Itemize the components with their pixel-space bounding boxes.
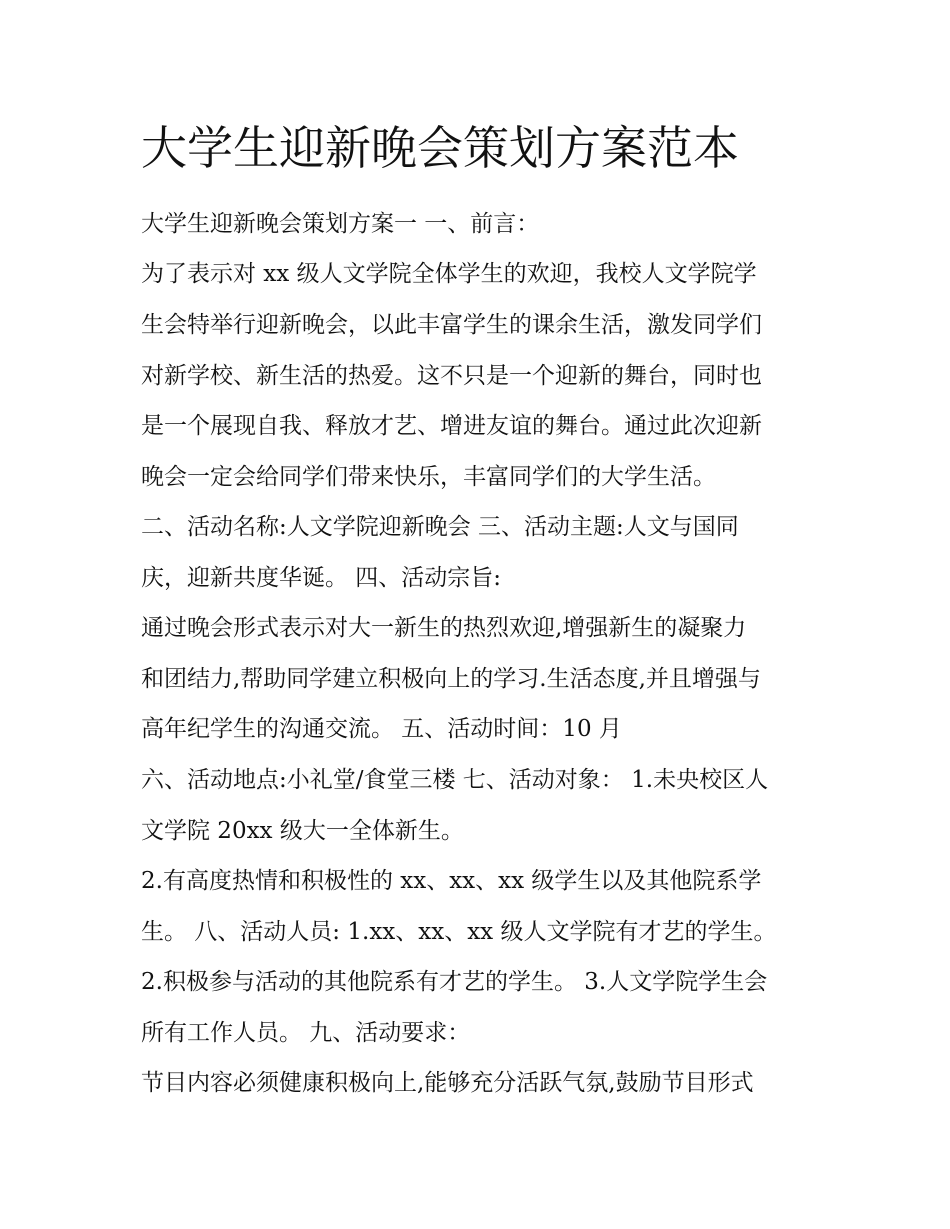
document-title: 大学生迎新晚会策划方案范本 xyxy=(141,121,739,175)
body-line: 2.积极参与活动的其他院系有才艺的学生。 3.人文学院学生会 xyxy=(141,969,768,995)
body-line: 对新学校、新生活的热爱。这不只是一个迎新的舞台，同时也 xyxy=(141,363,762,389)
body-line: 生会特举行迎新晚会，以此丰富学生的课余生活，激发同学们 xyxy=(141,312,762,338)
body-line: 2.有高度热情和积极性的 xx、xx、xx 级学生以及其他院系学 xyxy=(141,868,762,894)
body-line: 是一个展现自我、释放才艺、增进友谊的舞台。通过此次迎新 xyxy=(141,413,762,439)
body-line: 所有工作人员。 九、活动要求： xyxy=(141,1020,471,1046)
body-line: 高年纪学生的沟通交流。 五、活动时间：10 月 xyxy=(141,716,622,742)
body-line: 晚会一定会给同学们带来快乐，丰富同学们的大学生活。 xyxy=(141,464,716,490)
body-line: 文学院 20xx 级大一全体新生。 xyxy=(141,818,464,844)
body-line: 六、活动地点:小礼堂/食堂三楼 七、活动对象： 1.未央校区人 xyxy=(141,767,769,793)
body-line: 生。 八、活动人员: 1.xx、xx、xx 级人文学院有才艺的学生。 xyxy=(141,919,777,945)
body-line: 大学生迎新晚会策划方案一 一、前言： xyxy=(141,211,540,237)
body-line: 二、活动名称:人文学院迎新晚会 三、活动主题:人文与国同 xyxy=(141,514,739,540)
body-line: 和团结力,帮助同学建立积极向上的学习.生活态度,并且增强与 xyxy=(141,666,761,692)
body-line: 为了表示对 xx 级人文学院全体学生的欢迎，我校人文学院学 xyxy=(141,261,757,287)
body-line: 庆，迎新共度华诞。 四、活动宗旨: xyxy=(141,565,502,591)
body-line: 节目内容必须健康积极向上,能够充分活跃气氛,鼓励节目形式 xyxy=(141,1070,754,1096)
body-line: 通过晚会形式表示对大一新生的热烈欢迎,增强新生的凝聚力 xyxy=(141,615,747,641)
